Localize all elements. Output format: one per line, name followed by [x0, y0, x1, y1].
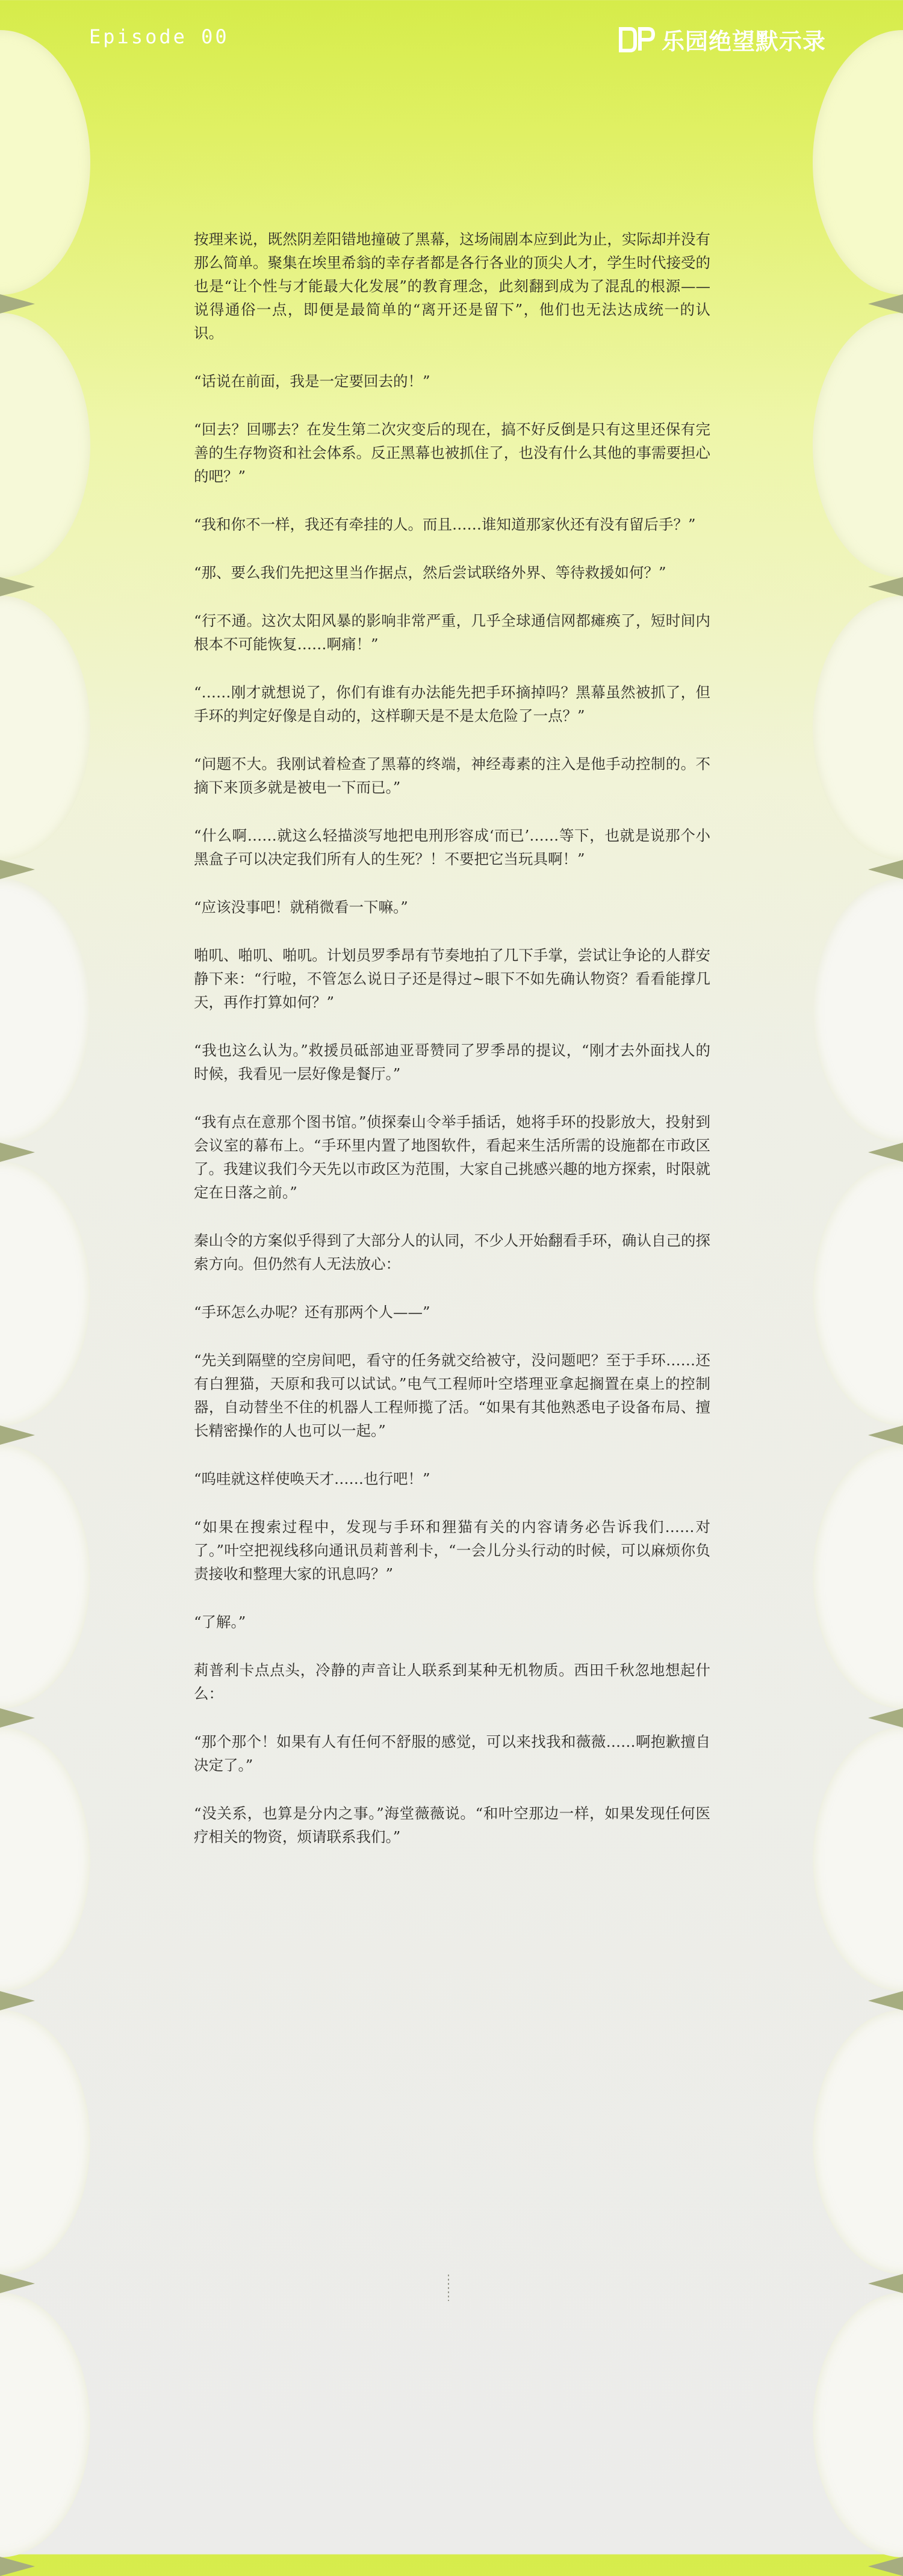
brand: [617, 23, 826, 56]
side-marker-icon: [0, 860, 35, 879]
side-marker-icon: [868, 1708, 903, 1728]
side-scallop: [0, 2010, 90, 2275]
side-scallop: [0, 313, 90, 578]
side-marker-icon: [0, 1143, 35, 1162]
brand-name: 乐园绝望默示录: [661, 28, 826, 55]
header: [0, 0, 903, 78]
side-scallop: [813, 1727, 903, 1992]
paragraph: “话说在前面，我是一定要回去的！”: [194, 372, 430, 390]
side-marker-icon: [868, 860, 903, 879]
paragraph: “问题不大。我刚试着检查了黑幕的终端，神经毒素的注入是他手动控制的。不摘下来顶多就是被电一下而已。”: [194, 755, 710, 796]
side-scallop: [0, 1444, 90, 1709]
side-scallop: [0, 2293, 90, 2557]
paragraph: “如果在搜索过程中，发现与手环和狸猫有关的内容请务必告诉我们……对了。”叶空把视线移向通讯员莉普利卡，“一会儿分头行动的时候，可以麻烦你负责接收和整理大家的讯息吗？”: [194, 1518, 710, 1583]
story-text: [194, 227, 710, 1873]
side-scallop: [813, 596, 903, 860]
paragraph: “回去？回哪去？在发生第二次灾变后的现在，搞不好反倒是只有这里还保有完善的生存物资和社会体系。反正黑幕也被抓住了，也没有什么其他的事需要担心的吧？”: [194, 421, 710, 485]
paragraph: “手环怎么办呢？还有那两个人——”: [194, 1303, 430, 1321]
side-marker-icon: [868, 1425, 903, 1445]
side-scallop: [813, 2293, 903, 2557]
side-scallop: [813, 2010, 903, 2275]
side-marker-icon: [0, 294, 35, 314]
side-marker-icon: [868, 2557, 903, 2576]
paragraph: “那个那个！如果有人有任何不舒服的感觉，可以来找我和薇薇……啊抱歉擅自决定了。”: [194, 1733, 710, 1774]
side-scallop: [813, 1444, 903, 1709]
paragraph: 按理来说，既然阴差阳错地撞破了黑幕，这场闹剧本应到此为止，实际却并没有那么简单。聚集在埃里希翁的幸存者都是各行各业的顶尖人才，学生时代接受的也是“让个性与才能最大化发展”的教育理念，此刻翻到成为了混乱的根源——说得通俗一点，即便是最简单的“离开还是留下”，他们也无法达成统一的认识。: [194, 230, 710, 342]
paragraph: “我也这么认为。”救援员砥部迪亚哥赞同了罗季昂的提议，“刚才去外面找人的时候，我看见一层好像是餐厅。”: [194, 1042, 710, 1083]
paragraph: 啪叽、啪叽、啪叽。计划员罗季昂有节奏地拍了几下手掌，尝试让争论的人群安静下来：“行啦，不管怎么说日子还是得过~眼下不如先确认物资？看看能撑几天，再作打算如何？”: [194, 947, 710, 1011]
side-marker-icon: [0, 1708, 35, 1728]
paragraph: “了解。”: [194, 1613, 246, 1631]
side-scallop: [0, 596, 90, 860]
paragraph: “应该没事吧！就稍微看一下嘛。”: [194, 898, 408, 916]
side-marker-icon: [868, 577, 903, 596]
brand-logo-icon: [617, 26, 656, 53]
episode-label: Episode 00: [89, 25, 229, 48]
paragraph: “……刚才就想说了，你们有谁有办法能先把手环摘掉吗？黑幕虽然被抓了，但手环的判定好像是自动的，这样聊天是不是太危险了一点？”: [194, 684, 710, 724]
side-marker-icon: [868, 294, 903, 314]
side-scallop: [813, 313, 903, 578]
paragraph: “我有点在意那个图书馆。”侦探秦山令举手插话，她将手环的投影放大，投射到会议室的幕布上。“手环里内置了地图软件，看起来生活所需的设施都在市政区了。我建议我们今天先以市政区为范围，大家自己挑感兴趣的地方探索，时限就定在日落之前。”: [194, 1113, 710, 1201]
side-scallop: [813, 1161, 903, 1426]
side-marker-icon: [0, 1425, 35, 1445]
side-scallop: [813, 879, 903, 1143]
paragraph: 莉普利卡点点头，冷静的声音让人联系到某种无机物质。西田千秋忽地想起什么：: [194, 1661, 710, 1702]
paragraph: “我和你不一样，我还有牵挂的人。而且……谁知道那家伙还有没有留后手？”: [194, 516, 696, 533]
side-scallop: [0, 1161, 90, 1426]
paragraph: “什么啊……就这么轻描淡写地把电刑形容成‘而已’……等下，也就是说那个小黑盒子可以决定我们所有人的生死？！不要把它当玩具啊！”: [194, 827, 710, 868]
paragraph: “呜哇就这样使唤天才……也行吧！”: [194, 1470, 430, 1487]
paragraph: 秦山令的方案似乎得到了大部分人的认同，不少人开始翻看手环，确认自己的探索方向。但仍然有人无法放心：: [194, 1232, 710, 1273]
section-divider: [448, 2275, 449, 2301]
side-marker-icon: [0, 2274, 35, 2293]
side-marker-icon: [0, 577, 35, 596]
side-marker-icon: [868, 1991, 903, 2010]
side-scallop: [0, 879, 90, 1143]
side-marker-icon: [0, 1991, 35, 2010]
side-marker-icon: [0, 2557, 35, 2576]
paragraph: “没关系，也算是分内之事。”海堂薇薇说。“和叶空那边一样，如果发现任何医疗相关的物资，烦请联系我们。”: [194, 1805, 710, 1846]
paragraph: “行不通。这次太阳风暴的影响非常严重，几乎全球通信网都瘫痪了，短时间内根本不可能恢复……啊痛！”: [194, 612, 710, 653]
side-marker-icon: [868, 2274, 903, 2293]
paragraph: “先关到隔壁的空房间吧，看守的任务就交给被守，没问题吧？至于手环……还有白狸猫，天原和我可以试试。”电气工程师叶空塔理亚拿起搁置在桌上的控制器，自动替坐不住的机器人工程师揽了活。“如果有其他熟悉电子设备布局、擅长精密操作的人也可以一起。”: [194, 1351, 710, 1439]
side-marker-icon: [868, 1143, 903, 1162]
paragraph: “那、要么我们先把这里当作据点，然后尝试联络外界、等待救援如何？”: [194, 564, 666, 581]
side-scallop: [0, 1727, 90, 1992]
